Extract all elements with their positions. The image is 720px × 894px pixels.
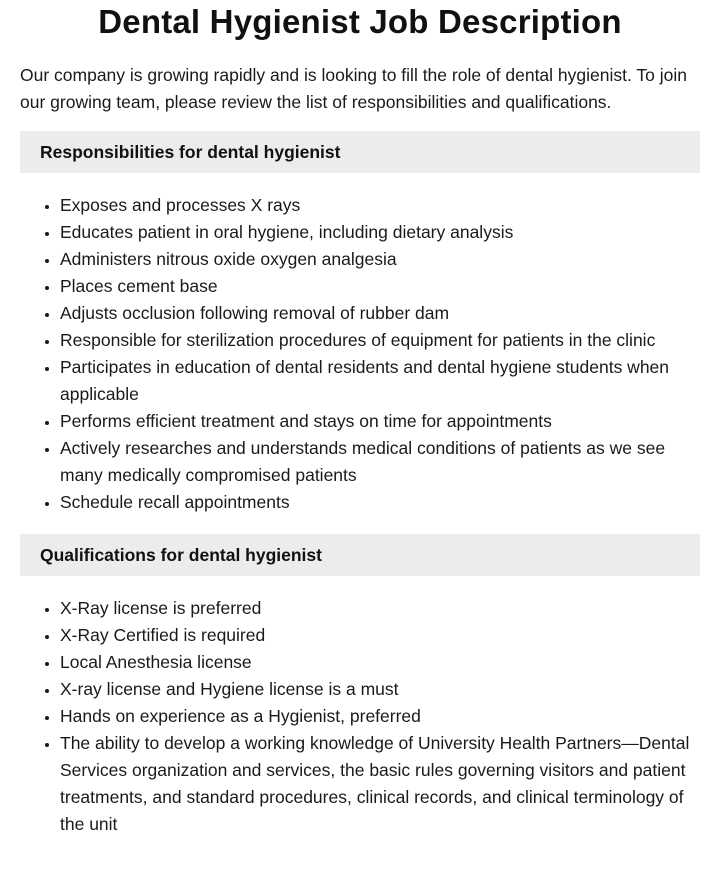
responsibility-item: • Places cement base xyxy=(60,273,700,300)
responsibilities-header: Responsibilities for dental hygienist xyxy=(20,131,700,173)
qualification-item: • X-Ray license is preferred xyxy=(60,595,700,622)
intro-paragraph: Our company is growing rapidly and is looking to fill the role of dental hygienist. To join our growing team, please review the list of responsibilities and qualifications. xyxy=(20,65,687,112)
responsibility-item: • Participates in education of dental residents and dental hygiene students when applicable xyxy=(60,354,700,408)
responsibility-item: • Actively researches and understands medical conditions of patients as we see many medically compromised patients xyxy=(60,435,700,489)
responsibility-item: • Educates patient in oral hygiene, including dietary analysis xyxy=(60,219,700,246)
qualifications-list xyxy=(20,595,700,838)
responsibility-item: • Responsible for sterilization procedures of equipment for patients in the clinic xyxy=(60,327,700,354)
page-title: Dental Hygienist Job Description xyxy=(98,3,622,40)
responsibility-item: • Exposes and processes X rays xyxy=(60,192,700,219)
responsibility-item: • Administers nitrous oxide oxygen analgesia xyxy=(60,246,700,273)
responsibility-item: • Adjusts occlusion following removal of rubber dam xyxy=(60,300,700,327)
responsibilities-list xyxy=(20,192,700,516)
responsibility-item: • Performs efficient treatment and stays on time for appointments xyxy=(60,408,700,435)
qualification-item: • Hands on experience as a Hygienist, preferred xyxy=(60,703,700,730)
qualification-item: • X-Ray Certified is required xyxy=(60,622,700,649)
qualification-item: • X-ray license and Hygiene license is a must xyxy=(60,676,700,703)
qualifications-header: Qualifications for dental hygienist xyxy=(20,534,700,576)
qualification-item: • The ability to develop a working knowledge of University Health Partners—Dental Services organization and services, the basic rules governing visitors and patient treatments, and standard procedures, clinical records, and clinical terminology of the unit xyxy=(60,730,700,838)
responsibility-item: • Schedule recall appointments xyxy=(60,489,700,516)
qualification-item: • Local Anesthesia license xyxy=(60,649,700,676)
